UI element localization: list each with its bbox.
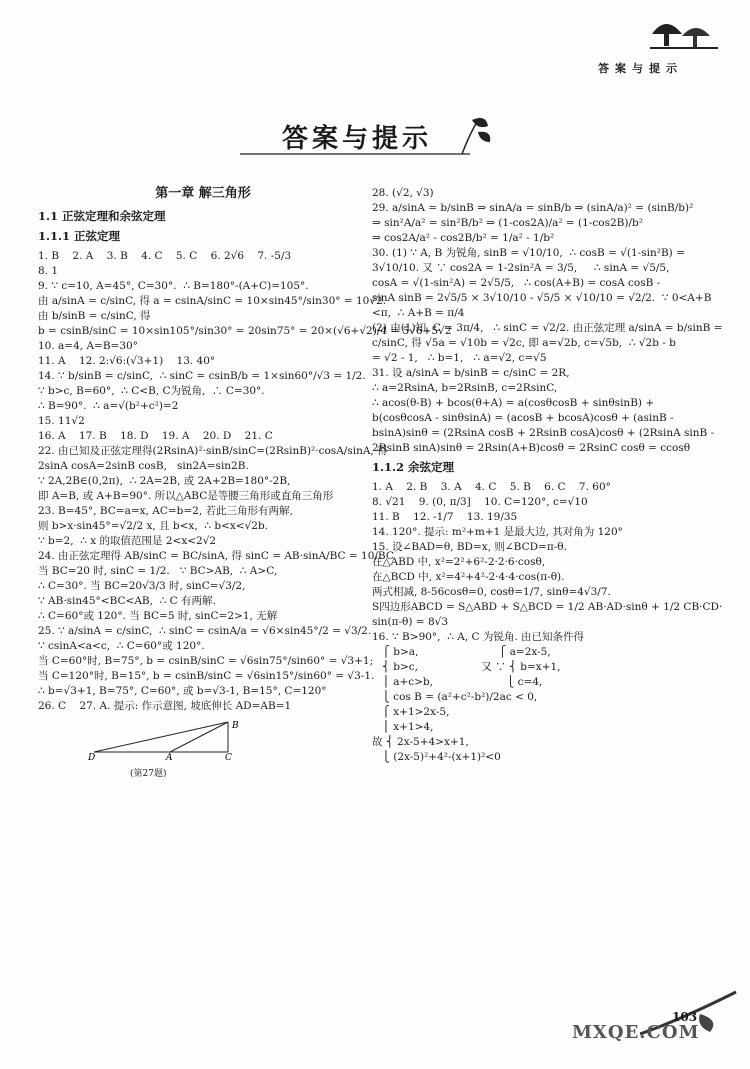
answer-line: 当 BC=20 时, sinC = 1/2. ∵ BC>AB, ∴ A>C, xyxy=(38,565,278,577)
answer-line: ⇒ cos2A/a² - cos2B/b² = 1/a² - 1/b² xyxy=(372,232,555,244)
answer-line: 则 b>x·sin45°=√2/2 x, 且 b<x, ∴ b<x<√2b. xyxy=(38,520,269,532)
subsection-heading: 1.1.1 正弦定理 xyxy=(38,229,121,243)
answer-line: 2RsinB sinA)sinθ = 2Rsin(A+B)cosθ = 2RsinC cosθ = ccosθ xyxy=(372,442,691,454)
answer-line: 22. 由已知及正弦定理得(2RsinA)²·sinB/sinC=(2RsinB)²·cosA/sinA, 得 xyxy=(38,445,388,457)
answer-line: = √2 - 1, ∴ b=1, ∴ a=√2, c=√5 xyxy=(372,352,547,364)
answer-line: bsinA)sinθ = (2RsinA cosB + 2RsinB cosA)cosθ + (2RsinA sinB - xyxy=(372,427,715,439)
watermark: MXQE.COM xyxy=(572,1022,700,1043)
answer-line: 8. 1 xyxy=(38,265,59,277)
answer-line: ∵ b=2, ∴ x 的取值范围是 2<x<2√2 xyxy=(38,535,217,547)
page-number: 103 xyxy=(672,1010,698,1024)
answer-line: 即 A=B, 或 A+B=90°. 所以△ABC是等腰三角形或直角三角形 xyxy=(38,490,334,502)
answer-line: ⇒ sin²A/a² = sin²B/b² ⇒ (1-cos2A)/a² = (1-cos2B)/b² xyxy=(372,217,643,229)
figure-label-b: B xyxy=(232,721,239,731)
answer-line: 26. C 27. A. 提示: 作示意图, 坡底伸长 AD=AB=1 xyxy=(38,700,292,712)
section-heading: 1.1 正弦定理和余弦定理 xyxy=(38,209,166,223)
right-answer-list-b xyxy=(372,480,723,765)
answer-line: 14. 120°. 提示: m²+m+1 是最大边, 其对角为 120° xyxy=(372,526,623,538)
answer-line: ∴ a=2RsinA, b=2RsinB, c=2RsinC, xyxy=(372,382,558,394)
figure-label-d: D xyxy=(88,753,96,760)
chapter-heading: 第一章 解三角形 xyxy=(155,186,251,201)
page-title: 答案与提示 xyxy=(282,124,433,154)
answer-line: c/sinC, 得 √5a = √10b = √2c, 即 a=√2b, c=√5b, ∴ √2b - b xyxy=(372,337,676,349)
answer-line: 15. 设∠BAD=θ, BD=x, 则∠BCD=π-θ. xyxy=(372,541,567,553)
problem-27-figure xyxy=(88,716,248,760)
subsection-heading-2: 1.1.2 余弦定理 xyxy=(372,460,455,474)
answer-line: 1. B 2. A 3. B 4. C 5. C 6. 2√6 7. -5/3 xyxy=(38,250,292,262)
answer-line: 两式相减, 8-56cosθ=0, cosθ=1/7, sinθ=4√3/7. xyxy=(372,586,611,598)
answer-line: 在△BCD 中, x²=4²+4²-2·4·4·cos(π-θ). xyxy=(372,571,565,583)
answer-line: 在△ABD 中, x²=2²+6²-2·2·6·cosθ, xyxy=(372,556,546,568)
answer-line: ⎪ x+1>4, xyxy=(372,721,434,733)
answer-line: 10. a=4, A=B=30° xyxy=(38,340,138,352)
answer-line: sinA sinB = 2√5/5 × 3√10/10 - √5/5 × √10/10 = √2/2. ∵ 0<A+B xyxy=(372,292,712,304)
answer-line: 29. a/sinA = b/sinB ⇒ sinA/a = sinB/b ⇒ (sinA/a)² = (sinB/b)² xyxy=(372,202,694,214)
answer-line: ∴ C=60°或 120°. 当 BC=5 时, sinC=2>1, 无解 xyxy=(38,610,278,622)
answer-line: sin(π-θ) = 8√3 xyxy=(372,616,448,628)
answer-line: 当 C=60°时, B=75°, b = csinB/sinC = √6sin75°/sin60° = √3+1; xyxy=(38,655,374,667)
answer-line: 16. A 17. B 18. D 19. A 20. D 21. C xyxy=(38,430,273,442)
answer-line: ∵ 2A,2B∈(0,2π), ∴ 2A=2B, 或 2A+2B=180°-2B, xyxy=(38,475,291,487)
answer-line: S四边形ABCD = S△ABD + S△BCD = 1/2 AB·AD·sinθ + 1/2 CB·CD· xyxy=(372,601,723,613)
answer-line: 8. √21 9. (0, π/3] 10. C=120°, c=√10 xyxy=(372,496,588,508)
answer-line: 31. 设 a/sinA = b/sinB = c/sinC = 2R, xyxy=(372,367,570,379)
answer-line: 11. B 12. -1/7 13. 19/35 xyxy=(372,511,518,523)
leaf-decoration-icon xyxy=(240,110,500,160)
answer-line: <π, ∴ A+B = π/4 xyxy=(372,307,465,319)
running-header: 答案与提示 xyxy=(598,62,683,75)
answer-line: ∴ C=30°. 当 BC=20√3/3 时, sinC=√3/2, xyxy=(38,580,246,592)
answer-line: 当 C=120°时, B=15°, b = csinB/sinC = √6sin15°/sin60° = √3-1. xyxy=(38,670,375,682)
answer-line: ⎧ x+1>2x-5, xyxy=(372,706,450,718)
answer-line: ∴ b=√3+1, B=75°, C=60°, 或 b=√3-1, B=15°, C=120° xyxy=(38,685,327,697)
mushroom-decoration-icon xyxy=(648,12,720,52)
answer-line: 16. ∵ B>90°, ∴ A, C 为锐角. 由已知条件得 xyxy=(372,631,585,643)
answer-line: ∵ AB·sin45°<BC<AB, ∴ C 有两解. xyxy=(38,595,216,607)
answer-line: b = csinB/sinC = 10×sin105°/sin30° = 20sin75° = 20×(√6+√2)/4 = 5√6+5√2 xyxy=(38,325,452,337)
answer-line: 24. 由正弦定理得 AB/sinC = BC/sinA, 得 sinC = AB·sinA/BC = 10/BC xyxy=(38,550,394,562)
answer-line: 14. ∵ b/sinB = c/sinC, ∴ sinC = csinB/b = 1×sin60°/√3 = 1/2. xyxy=(38,370,366,382)
answer-line: 由 b/sinB = c/sinC, 得 xyxy=(38,310,151,322)
answer-line: b(cosθcosA - sinθsinA) = (acosB + bcosA)cosθ + (asinB - xyxy=(372,412,674,424)
answer-line: ∴ acos(θ-B) + bcos(θ+A) = a(cosθcosB + sinθsinB) + xyxy=(372,397,655,409)
answer-line: 由 a/sinA = c/sinC, 得 a = csinA/sinC = 10×sin45°/sin30° = 10√2. xyxy=(38,295,387,307)
answer-line: 11. A 12. 2:√6:(√3+1) 13. 40° xyxy=(38,355,216,367)
answer-line: 28. (√2, √3) xyxy=(372,187,434,199)
answer-line: 23. B=45°, BC=a=x, AC=b=2, 若此三角形有两解, xyxy=(38,505,293,517)
right-column xyxy=(372,186,723,765)
answer-line: 25. ∵ a/sinA = c/sinC, ∴ sinC = csinA/a = √6×sin45°/2 = √3/2. xyxy=(38,625,372,637)
answer-line: ∵ csinA<a<c, ∴ C=60°或 120°. xyxy=(38,640,205,652)
answer-line: ∴ B=90°. ∴ a=√(b²+c²)=2 xyxy=(38,400,179,412)
answer-line: 1. A 2. B 3. A 4. C 5. B 6. C 7. 60° xyxy=(372,481,611,493)
answer-line: 故 ⎨ 2x-5+4>x+1, xyxy=(372,736,469,748)
answer-line: ⎨ b>c, 又 ∵ ⎨ b=x+1, xyxy=(372,661,561,673)
figure-caption: (第27题) xyxy=(130,769,167,779)
answer-line: 3√10/10. 又 ∵ cos2A = 1-2sin²A = 3/5, ∴ sinA = √5/5, xyxy=(372,262,670,274)
figure-label-c: C xyxy=(225,753,232,760)
right-answer-list-a xyxy=(372,186,723,456)
answer-line: cosA = √(1-sin²A) = 2√5/5, ∴ cos(A+B) = cosA cosB - xyxy=(372,277,661,289)
answer-line: 30. (1) ∵ A, B 为锐角, sinB = √10/10, ∴ cosB = √(1-sin²B) = xyxy=(372,247,685,259)
answer-line: ∵ b>c, B=60°, ∴ C<B, C为锐角, ∴ C=30°. xyxy=(38,385,265,397)
answer-line: ⎪ a+c>b, ⎩ c=4, xyxy=(372,676,543,688)
answer-line: (2) 由(1)知, C = 3π/4, ∴ sinC = √2/2. 由正弦定理 a/sinA = b/sinB = xyxy=(372,322,723,334)
answer-line: ⎩ (2x-5)²+4²-(x+1)²<0 xyxy=(372,751,501,763)
answer-line: ⎧ b>a, ⎧ a=2x-5, xyxy=(372,646,551,658)
answer-line: ⎩ cos B = (a²+c²-b²)/2ac < 0, xyxy=(372,691,538,703)
answer-line: 15. 11√2 xyxy=(38,415,85,427)
figure-label-a: A xyxy=(166,753,173,760)
answer-line: 9. ∵ c=10, A=45°, C=30°. ∴ B=180°-(A+C)=105°. xyxy=(38,280,309,292)
answer-line: 2sinA cosA=2sinB cosB, sin2A=sin2B. xyxy=(38,460,249,472)
